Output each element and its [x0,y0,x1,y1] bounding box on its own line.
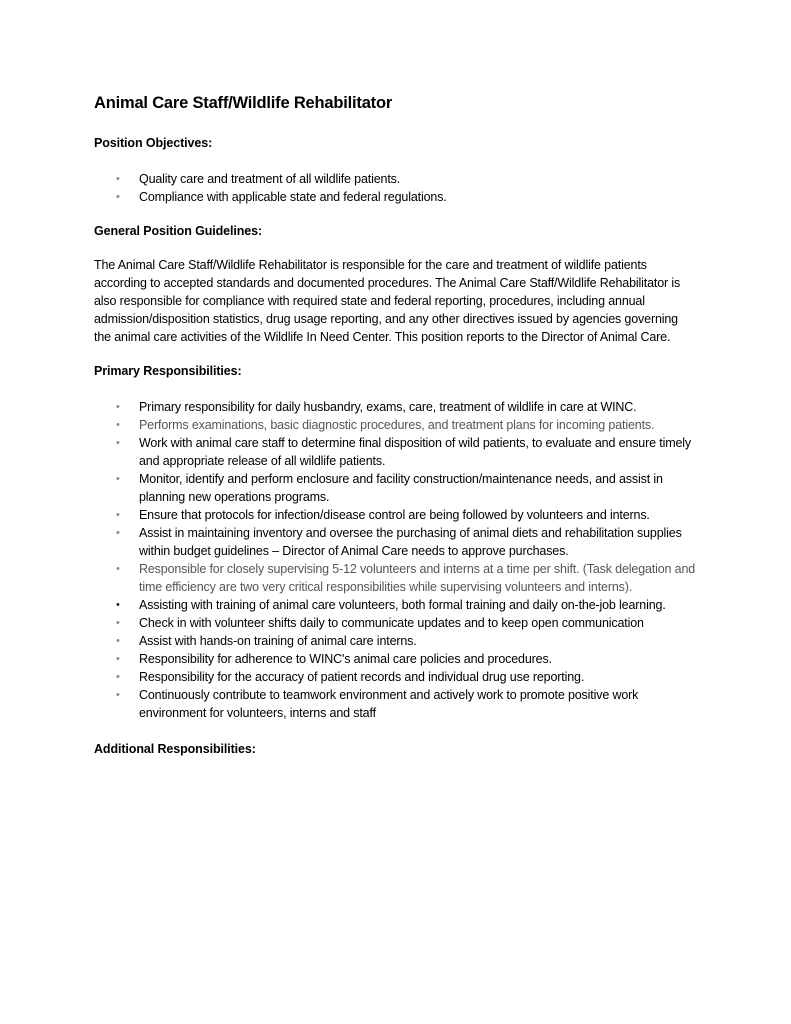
list-item: • Assist in maintaining inventory and oversee the purchasing of animal diets and rehabilitation supplies within budget guidelines – Director of Animal Care needs to approve purchases. [116,526,682,558]
list-item: • Compliance with applicable state and federal regulations. [116,190,447,204]
additional-heading: Additional Responsibilities: [94,742,256,756]
list-item: • Responsibility for the accuracy of patient records and individual drug use reporting. [116,670,585,684]
primary-list [94,398,698,722]
bullet-icon: • [116,509,120,521]
document-title: Animal Care Staff/Wildlife Rehabilitator [94,94,393,112]
list-item: • Work with animal care staff to determine final disposition of wild patients, to evaluate and ensure timely and appropriate release of all wildlife patients. [116,436,691,468]
objectives-heading: Position Objectives: [94,136,213,150]
bullet-icon: • [116,689,120,701]
bullet-icon: • [116,563,120,575]
list-item: • Responsible for closely supervising 5-12 volunteers and interns at a time per shift. (Task delegation and time efficiency are two very critical responsibilities while supervising volunteers and interns). [116,562,696,594]
list-item: • Ensure that protocols for infection/disease control are being followed by volunteers and interns. [116,508,650,522]
list-item: • Assist with hands-on training of animal care interns. [116,634,417,648]
bullet-icon: • [116,671,120,683]
bullet-icon: • [116,527,120,539]
list-item: • Performs examinations, basic diagnostic procedures, and treatment plans for incoming patients. [116,418,655,432]
list-item: • Quality care and treatment of all wildlife patients. [116,172,401,186]
bullet-icon: • [116,437,120,449]
bullet-icon: • [116,599,120,611]
guidelines-heading: General Position Guidelines: [94,224,263,238]
bullet-icon: • [116,473,120,485]
list-item: • Primary responsibility for daily husbandry, exams, care, treatment of wildlife in care at WINC. [116,400,637,414]
list-item: • Responsibility for adherence to WINC's animal care policies and procedures. [116,652,552,666]
list-item: • Continuously contribute to teamwork environment and actively work to promote positive work environment for volunteers, interns and staff [116,688,639,720]
bullet-icon: • [116,653,120,665]
objectives-list [94,170,698,206]
bullet-icon: • [116,419,120,431]
document-content [94,92,698,758]
bullet-icon: • [116,191,120,203]
bullet-icon: • [116,635,120,647]
guidelines-paragraph: The Animal Care Staff/Wildlife Rehabilitator is responsible for the care and treatment of wildlife patients according to accepted standards and documented procedures. The Animal Care Staff/Wildlife Rehabilitator is also responsible for compliance with required state and federal reporting, procedures, including annual admission/disposition statistics, drug usage reporting, and any other directives issued by agencies governing the animal care activities of the Wildlife In Need Center. This position reports to the Director of Animal Care. [94,258,681,344]
list-item: • Check in with volunteer shifts daily to communicate updates and to keep open communication [116,616,644,630]
bullet-icon: • [116,173,120,185]
bullet-icon: • [116,401,120,413]
bullet-icon: • [116,617,120,629]
primary-heading: Primary Responsibilities: [94,364,242,378]
list-item: • Monitor, identify and perform enclosure and facility construction/maintenance needs, and assist in planning new operations programs. [116,472,663,504]
list-item: • Assisting with training of animal care volunteers, both formal training and daily on-the-job learning. [116,598,666,612]
